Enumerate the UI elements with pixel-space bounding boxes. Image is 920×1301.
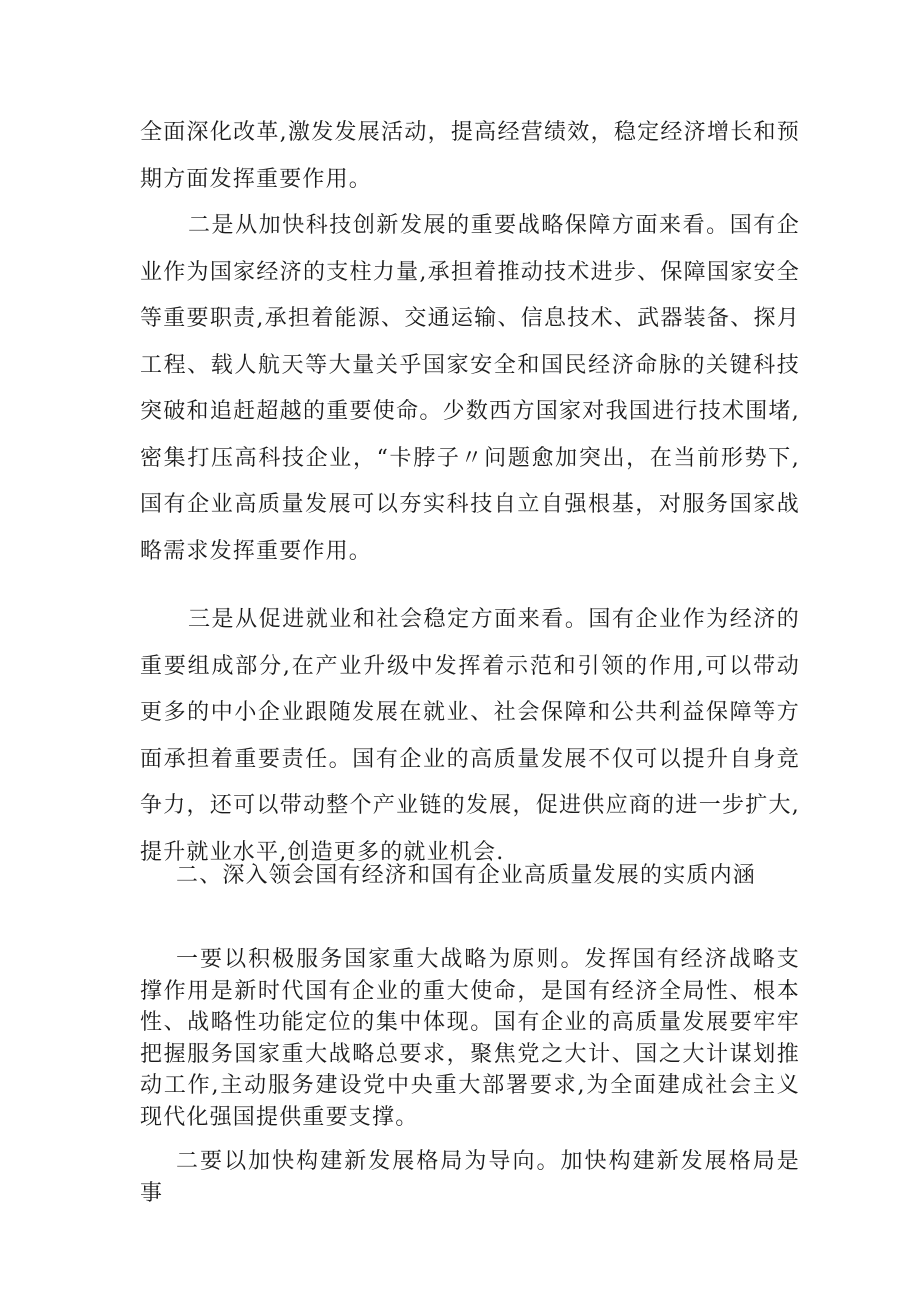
paragraph-new-development-pattern: 二要以加快构建新发展格局为导向。加快构建新发展格局是事 xyxy=(140,1149,800,1206)
paragraph-serve-national-strategy: 一要以积极服务国家重大战略为原则。发挥国有经济战略支撑作用是新时代国有企业的重大使命，是国有经济全局性、根本性、战略性功能定位的集中体现。国有企业的高质量发展要牢牢把握服务国家重大战略总要求，聚焦党之大计、国之大计谋划推动工作,主动服务建设党中央重大部署要求,为全面建成社会主义现代化强国提供重要支撑。 xyxy=(140,947,800,1130)
paragraph-tech-innovation: 二是从加快科技创新发展的重要战略保障方面来看。国有企业作为国家经济的支柱力量,承担着推动技术进步、保障国家安全等重要职责,承担着能源、交通运输、信息技术、武器装备、探月工程、载人航天等大量关乎国家安全和国民经济命脉的关键科技突破和追赶超越的重要使命。少数西方国家对我国进行技术围堵,密集打压高科技企业，“卡脖子〃问题愈加突出，在当前形势下,国有企业高质量发展可以夯实科技自立自强根基，对服务国家战略需求发挥重要作用。 xyxy=(140,213,800,564)
paragraph-employment-stability: 三是从促进就业和社会稳定方面来看。国有企业作为经济的重要组成部分,在产业升级中发挥着示范和引领的作用,可以带动更多的中小企业跟随发展在就业、社会保障和公共利益保障等方面承担着重要责任。国有企业的高质量发展不仅可以提升自身竞争力，还可以带动整个产业链的发展，促进供应商的进一步扩大,提升就业水平,创造更多的就业机会. xyxy=(140,607,800,865)
section-heading-two: 二、深入领会国有经济和国有企业高质量发展的实质内涵 xyxy=(176,863,757,888)
paragraph-reform-conclusion: 全面深化改革,激发发展活动，提高经营绩效，稳定经济增长和预期方面发挥重要作用。 xyxy=(140,120,800,192)
